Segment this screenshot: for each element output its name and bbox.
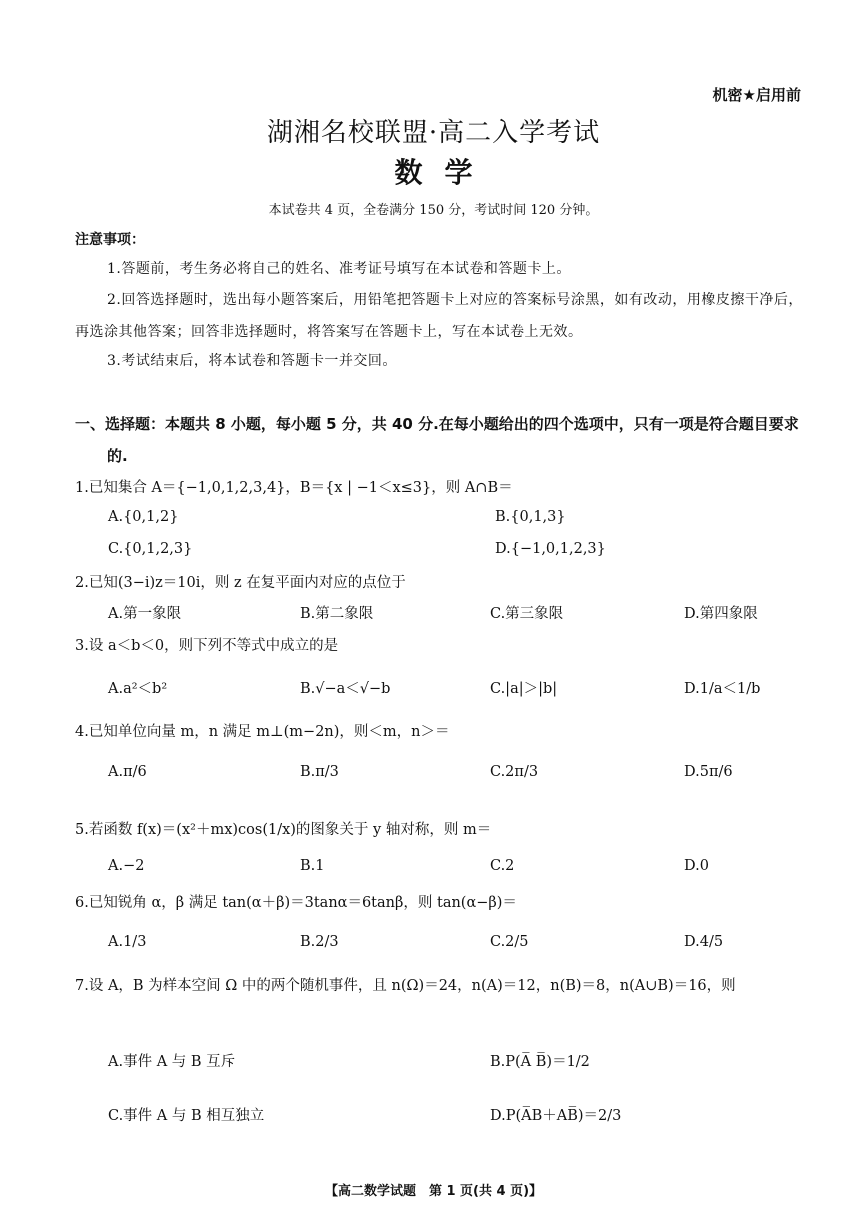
option-c: C.2π/3 — [490, 764, 539, 780]
option-a: A.事件 A 与 B 互斥 — [108, 1054, 236, 1070]
option-b: B.{0,1,3} — [495, 509, 566, 525]
option-b: B.1 — [300, 858, 325, 874]
option-b: B.π/3 — [300, 764, 339, 780]
option-d: D.0 — [684, 858, 709, 874]
subject-title: 数学 — [394, 156, 495, 189]
question-stem: 2.已知(3−i)z＝10i，则 z 在复平面内对应的点位于 — [75, 575, 406, 591]
option-a: A.π/6 — [108, 764, 147, 780]
option-a: A.{0,1,2} — [108, 509, 179, 525]
option-d: D.P(A̅B＋AB̅)＝2/3 — [490, 1108, 622, 1124]
option-c: C.2/5 — [490, 934, 529, 950]
question-stem: 4.已知单位向量 m，n 满足 m⊥(m−2n)，则＜m，n＞＝ — [75, 724, 450, 740]
notice-item: 2.回答选择题时，选出每小题答案后，用铅笔把答题卡上对应的答案标号涂黑，如有改动，用橡皮擦干净后，再选涂其他答案；回答非选择题时，将答案写在答题卡上，写在本试卷上无效。 — [75, 292, 803, 340]
notice-item: 1.答题前，考生务必将自己的姓名、准考证号填写在本试卷和答题卡上。 — [107, 261, 571, 277]
option-c: C.|a|＞|b| — [490, 681, 558, 697]
option-c: C.事件 A 与 B 相互独立 — [108, 1108, 265, 1124]
option-a: A.第一象限 — [108, 606, 182, 622]
question-stem: 6.已知锐角 α，β 满足 tan(α＋β)＝3tanα＝6tanβ，则 tan(α−β)＝ — [75, 895, 517, 911]
exam-info: 本试卷共 4 页，全卷满分 150 分，考试时间 120 分钟。 — [268, 203, 599, 218]
section-title: 一、选择题：本题共 8 小题，每小题 5 分，共 40 分.在每小题给出的四个选项中，只有一项是符合题目要求的. — [75, 415, 799, 465]
question-stem: 1.已知集合 A＝{−1,0,1,2,3,4}，B＝{x | −1＜x≤3}，则 A∩B＝ — [75, 480, 513, 496]
option-d: D.1/a＜1/b — [684, 681, 761, 697]
option-a: A.1/3 — [108, 934, 147, 950]
exam-title: 湖湘名校联盟·高二入学考试 — [266, 118, 601, 148]
page-footer: 【高二数学试题 第 1 页(共 4 页)】 — [324, 1184, 543, 1199]
question-stem: 3.设 a＜b＜0，则下列不等式中成立的是 — [75, 638, 339, 654]
option-c: C.2 — [490, 858, 515, 874]
notice-item: 3.考试结束后，将本试卷和答题卡一并交回。 — [107, 353, 397, 369]
option-d: D.第四象限 — [684, 606, 758, 622]
option-c: C.{0,1,2,3} — [108, 541, 193, 557]
option-d: D.4/5 — [684, 934, 724, 950]
option-d: D.5π/6 — [684, 764, 733, 780]
secret-label: 机密★启用前 — [712, 86, 801, 104]
question-stem: 7.设 A，B 为样本空间 Ω 中的两个随机事件，且 n(Ω)＝24，n(A)＝12，n(B)＝8，n(A∪B)＝16，则 — [75, 978, 736, 994]
option-b: B.P(A̅ B̅)＝1/2 — [490, 1054, 590, 1070]
option-b: B.2/3 — [300, 934, 339, 950]
notice-title: 注意事项： — [75, 232, 145, 248]
option-b: B.第二象限 — [300, 606, 374, 622]
question-stem: 5.若函数 f(x)＝(x²＋mx)cos(1/x)的图象关于 y 轴对称，则 m＝ — [75, 822, 492, 838]
option-a: A.−2 — [108, 858, 145, 874]
option-c: C.第三象限 — [490, 606, 564, 622]
option-d: D.{−1,0,1,2,3} — [495, 541, 606, 557]
option-a: A.a²＜b² — [108, 681, 168, 697]
option-b: B.√−a＜√−b — [300, 681, 391, 697]
